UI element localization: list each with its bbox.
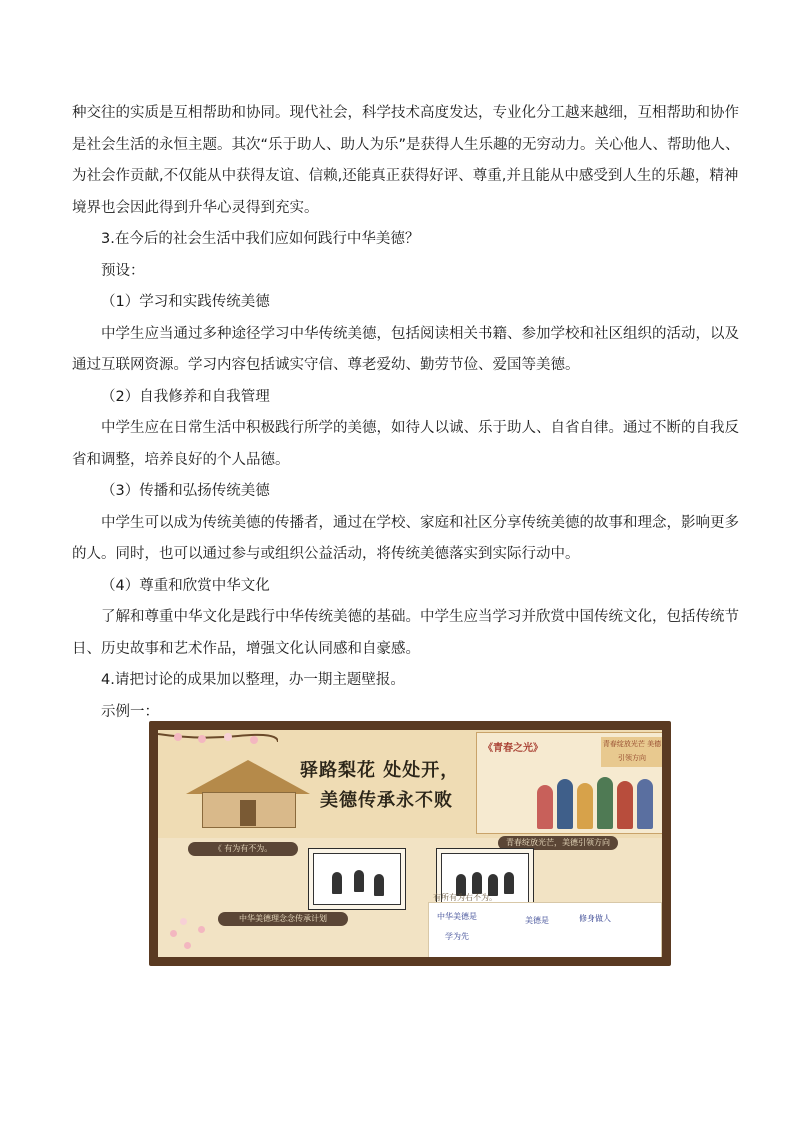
- student-figure-icon: [637, 779, 653, 829]
- handwriting-text: 中华美德是: [437, 912, 477, 921]
- paragraph-line: 3.在今后的社会生活中我们应如何践行中华美德？: [101, 231, 420, 247]
- sketch-people-icon: [313, 853, 401, 905]
- thatched-hut-door: [240, 800, 256, 826]
- thatched-hut-roof: [186, 760, 310, 794]
- sketch-figure-icon: [504, 872, 514, 894]
- poster-students-illustration: [537, 773, 661, 829]
- poster-title: 《青春之光》: [483, 743, 543, 754]
- section-label-bottom: 中华美德理念念传承计划: [218, 912, 348, 926]
- paragraph-line: 中学生应在日常生活中积极践行所学的美德，如待人以诚、乐于助人、自省自律。通过不断的自我反: [101, 420, 739, 436]
- paragraph-line: 了解和尊重中华文化是践行中华传统美德的基础。中学生应当学习并欣赏中国传统文化，包括传统节: [101, 609, 739, 625]
- board-headline-line-2: 美德传承永不败: [320, 790, 453, 811]
- paragraph-line: 示例一：: [101, 703, 159, 720]
- handwriting-text: 美德是: [525, 916, 549, 925]
- bulletin-board-photo: [149, 721, 671, 966]
- board-banner: [158, 730, 662, 838]
- document-body: [72, 98, 740, 728]
- sketch-figure-icon: [472, 872, 482, 894]
- sketch-panel-left: [308, 848, 406, 910]
- paragraph-line: 预设：: [101, 262, 145, 279]
- paragraph-line: 通过互联网资源。学习内容包括诚实守信、尊老爱幼、勤劳节俭、爱国等美德。: [72, 357, 580, 373]
- paragraph-line: 日、历史故事和艺术作品，增强文化认同感和自豪感。: [72, 640, 420, 657]
- bulletin-board-surface: [158, 730, 662, 957]
- section-label-right: 青春绽放光芒，美德引领方向: [498, 836, 618, 850]
- sketch-figure-icon: [374, 874, 384, 896]
- paragraph-line: 的人。同时，也可以通过参与或组织公益活动，将传统美德落实到实际行动中。: [72, 546, 580, 562]
- paragraph-line: 境界也会因此得到升华心灵得到充实。: [72, 199, 319, 216]
- section-label-left: 《 有为有不为。: [188, 842, 298, 856]
- paragraph-line: 4.请把讨论的成果加以整理，办一期主题壁报。: [101, 672, 405, 688]
- student-figure-icon: [577, 783, 593, 829]
- paragraph-line: 是社会生活的永恒主题。其次“乐于助人、助人为乐”是获得人生乐趣的无穷动力。关心他人、帮助他人、: [72, 136, 740, 153]
- blossom-icon: [170, 930, 177, 937]
- section-heading: （3）传播和弘扬传统美德: [101, 483, 270, 499]
- section-heading: （4）尊重和欣赏中华文化: [101, 577, 270, 594]
- paragraph-line: 中学生应当通过多种途径学习中华传统美德，包括阅读相关书籍、参加学校和社区组织的活动，以及: [101, 325, 739, 342]
- board-headline: [300, 756, 459, 816]
- handwriting-text: 学为先: [445, 932, 469, 941]
- student-figure-icon: [537, 785, 553, 829]
- section-heading: （1）学习和实践传统美德: [101, 294, 270, 310]
- blossom-icon: [184, 942, 191, 949]
- note-header: 有所有为右不为。: [433, 893, 497, 902]
- blossom-icon: [180, 918, 187, 925]
- section-heading: （2）自我修养和自我管理: [101, 388, 270, 405]
- sketch-figure-icon: [354, 870, 364, 892]
- student-figure-icon: [597, 777, 613, 829]
- poster-tag: 青春绽放光芒 美德引领方向: [601, 737, 662, 767]
- student-figure-icon: [617, 781, 633, 829]
- handwritten-note-area: [428, 893, 662, 957]
- paragraph-line: 为社会作贡献,不仅能从中获得友谊、信赖,还能真正获得好评、尊重,并且能从中感受到人生的乐趣，精神: [72, 168, 739, 184]
- sketch-figure-icon: [332, 872, 342, 894]
- blossom-branch-icon: [158, 730, 278, 756]
- student-figure-icon: [557, 779, 573, 829]
- paragraph-line: 省和调整，培养良好的个人品德。: [72, 451, 290, 468]
- paragraph-line: 中学生可以成为传统美德的传播者，通过在学校、家庭和社区分享传统美德的故事和理念，影响更多: [101, 514, 739, 531]
- blossom-icon: [198, 926, 205, 933]
- paragraph-line: 种交往的实质是互相帮助和协同。现代社会，科学技术高度发达，专业化分工越来越细，互相帮助和协作: [72, 105, 739, 121]
- poster-youth-light: [476, 732, 662, 834]
- board-headline-line-1: 驿路梨花 处处开，: [300, 760, 460, 781]
- handwriting-text: 修身做人: [579, 914, 611, 923]
